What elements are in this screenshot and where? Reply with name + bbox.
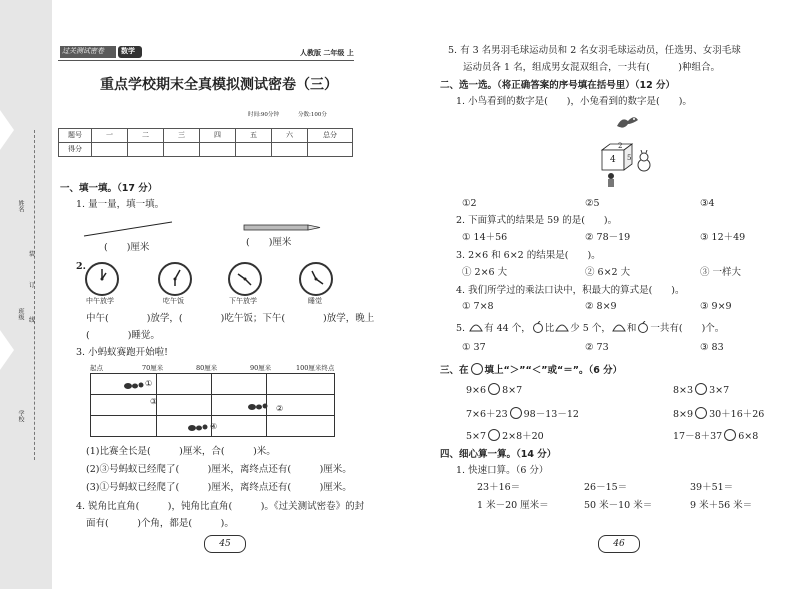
compare-left: 17－8＋37 — [673, 431, 723, 442]
s2-question3[interactable]: 3. 2×6 和 6×2 的结果是( )。 — [456, 250, 601, 261]
header-rule — [58, 60, 354, 61]
bird-icon — [614, 112, 640, 134]
compare-row — [673, 383, 729, 396]
score-entry[interactable] — [91, 142, 128, 157]
q1-blank-1[interactable]: ( )厘米 — [104, 242, 150, 253]
q3-part-2[interactable]: (2)③号蚂蚁已经爬了( )厘米，离终点还有( )厘米。 — [86, 464, 352, 475]
binding-arrow-top — [0, 110, 14, 150]
compare-right: 30＋16＋26 — [709, 409, 765, 420]
ant-icon — [186, 420, 208, 434]
bag-icon — [554, 321, 570, 333]
compare-circle[interactable] — [510, 407, 522, 419]
clock-label: 中午放学 — [86, 297, 114, 305]
q5-text: 比 — [544, 323, 555, 334]
compare-right: 6×8 — [738, 431, 759, 442]
time-meta: 时间:90分钟 — [248, 112, 279, 118]
s2-q2-option[interactable]: ③ 12＋49 — [700, 232, 746, 243]
race-mark: 90厘米 — [250, 364, 272, 372]
score-entry[interactable] — [307, 142, 353, 157]
compare-circle[interactable] — [724, 429, 736, 441]
calc-item[interactable]: 50 米－10 米＝ — [584, 500, 653, 511]
q4-line-1[interactable]: 4. 锐角比直角( )，钝角比直角( )。《过关测试密卷》的封 — [76, 501, 365, 512]
cube-number: 5 — [627, 154, 632, 162]
score-entry[interactable] — [235, 142, 272, 157]
s2-q4-option[interactable]: ③ 9×9 — [700, 301, 732, 312]
section3-heading — [440, 362, 622, 376]
binding-arrow-bottom — [0, 330, 14, 370]
race-mark: 80厘米 — [196, 364, 218, 372]
q5-text: 和 — [626, 323, 637, 334]
score-table-cell: 题号 — [58, 128, 92, 143]
s2-q2-option[interactable]: ① 14＋56 — [462, 232, 508, 243]
score-table-cell: 三 — [163, 128, 200, 143]
s2-q1-option[interactable]: ①2 — [462, 198, 477, 209]
ant-label: ③ — [150, 397, 158, 406]
section3-heading-b: 填上“＞”“＜”或“＝”。（6 分） — [484, 365, 623, 376]
q5-number: 5. — [456, 323, 466, 334]
compare-row — [466, 406, 579, 420]
s1-question2-num: 2. — [76, 261, 86, 272]
compare-row — [673, 406, 764, 420]
score-table-cell: 二 — [127, 128, 164, 143]
compare-circle[interactable] — [695, 407, 707, 419]
ant-label: ① — [145, 379, 153, 388]
s2-q4-option[interactable]: ② 8×9 — [585, 301, 617, 312]
s2-q2-option[interactable]: ② 78－19 — [585, 232, 631, 243]
bag-icon — [611, 321, 627, 333]
s2-q3-option[interactable]: ② 6×2 大 — [585, 267, 631, 278]
seal-char-1: 装 — [29, 251, 36, 258]
cube-number: 4 — [610, 155, 616, 165]
subject-badge-text: 数学 — [121, 47, 135, 55]
q5-text: 少 5 个， — [570, 323, 611, 334]
bag-icon — [468, 321, 484, 333]
compare-circle[interactable] — [488, 429, 500, 441]
compare-circle[interactable] — [695, 383, 707, 395]
score-entry[interactable] — [163, 142, 200, 157]
peach-icon — [636, 321, 650, 333]
score-table-cell: 一 — [91, 128, 128, 143]
score-table-cell: 总分 — [307, 128, 353, 143]
s1-question1: 1. 量一量，填一填。 — [76, 199, 165, 210]
binding-margin — [0, 0, 52, 589]
pencil-icon — [242, 222, 322, 234]
compare-right: 2×8＋20 — [502, 431, 544, 442]
q3-part-3[interactable]: (3)①号蚂蚁已经爬了( )厘米，离终点还有( )厘米。 — [86, 482, 352, 493]
rabbit-icon — [634, 150, 654, 172]
section1-heading: 一、填一填。（17 分） — [60, 183, 158, 194]
calc-item[interactable]: 26－15＝ — [584, 482, 628, 493]
school-label: 学校 — [17, 410, 24, 422]
compare-left: 5×7 — [466, 431, 487, 442]
s2-question4[interactable]: 4. 我们所学过的乘法口诀中，积最大的算式是( )。 — [456, 285, 685, 296]
s2-q5-option[interactable]: ② 73 — [585, 342, 609, 353]
clock-icon — [299, 262, 333, 296]
race-grid-line — [90, 394, 335, 395]
page-title: 重点学校期末全真模拟测试密卷（三） — [100, 77, 338, 93]
ant-label: ② — [276, 404, 284, 413]
compare-left: 7×6＋23 — [466, 409, 508, 420]
s4-question1: 1. 快速口算。（6 分） — [456, 465, 549, 476]
section2-heading: 二、选一选。（将正确答案的序号填在括号里）（12 分） — [440, 80, 676, 91]
class-label: 班级 — [17, 308, 24, 320]
s2-q3-option[interactable]: ① 2×6 大 — [462, 267, 508, 278]
compare-row — [673, 428, 758, 442]
compare-row — [466, 383, 522, 396]
brand-text: 过关测试密卷 — [62, 47, 104, 55]
compare-circle[interactable] — [488, 383, 500, 395]
seal-char-2: 订 — [29, 282, 36, 289]
calc-item[interactable]: 9 米＋56 米＝ — [690, 500, 753, 511]
s2-q5-option[interactable]: ③ 83 — [700, 342, 724, 353]
compare-right: 3×7 — [709, 385, 730, 396]
s1-question3: 3. 小蚂蚁赛跑开始啦! — [76, 347, 168, 358]
cube-number: 2 — [618, 142, 623, 150]
s2-q5-option[interactable]: ① 37 — [462, 342, 486, 353]
q5-text: 一共有( )个。 — [650, 323, 725, 334]
ant-icon — [122, 378, 144, 392]
race-grid-line — [90, 415, 335, 416]
race-mark: 起点 — [90, 364, 103, 372]
clock-label: 吃午饭 — [163, 297, 184, 305]
clock-label: 睡觉 — [308, 297, 322, 305]
calc-item[interactable]: 39＋51＝ — [690, 482, 734, 493]
s2-q3-option[interactable]: ③ 一样大 — [700, 267, 742, 278]
binding-dashed-line — [34, 130, 35, 460]
clock-icon — [158, 262, 192, 296]
measure-segment — [80, 218, 180, 240]
calc-item[interactable]: 1 米－20 厘米＝ — [477, 500, 549, 511]
score-entry[interactable] — [199, 142, 236, 157]
peach-icon — [531, 321, 545, 333]
page-number-right: 46 — [598, 535, 640, 553]
circle-icon — [471, 363, 483, 375]
s2-q4-option[interactable]: ① 7×8 — [462, 301, 494, 312]
q1-blank-2[interactable]: ( )厘米 — [246, 237, 292, 248]
score-table-cell: 得分 — [58, 142, 92, 157]
race-mark: 70厘米 — [142, 364, 164, 372]
compare-row — [466, 428, 544, 442]
seal-char-3: 线 — [29, 317, 36, 324]
s2-q1-option[interactable]: ③4 — [700, 198, 715, 209]
child-icon — [604, 172, 618, 190]
q3-part-1[interactable]: (1)比赛全长是( )厘米，合( )米。 — [86, 446, 276, 457]
q2-answer-line-2[interactable]: ( )睡觉。 — [86, 330, 160, 341]
score-meta: 分数:100分 — [298, 112, 327, 118]
score-table-cell: 五 — [235, 128, 272, 143]
section4-heading: 四、细心算一算。（14 分） — [440, 449, 557, 460]
ant-icon — [246, 399, 268, 413]
s2-question5[interactable] — [456, 320, 724, 334]
name-label: 姓名 — [17, 200, 24, 212]
race-mark: 100厘米终点 — [296, 364, 335, 372]
s2-q1-option[interactable]: ②5 — [585, 198, 600, 209]
s2-question2[interactable]: 2. 下面算式的结果是 59 的是( )。 — [456, 215, 618, 226]
calc-item[interactable]: 23＋16＝ — [477, 482, 521, 493]
clock-label: 下午放学 — [229, 297, 257, 305]
compare-left: 9×6 — [466, 385, 487, 396]
compare-right: 98－13－12 — [523, 409, 579, 420]
score-table-cell: 四 — [199, 128, 236, 143]
score-table-cell: 六 — [271, 128, 308, 143]
page-number-left: 45 — [204, 535, 246, 553]
section3-heading-a: 三、在 — [440, 365, 469, 376]
q5-text: 有 44 个， — [484, 323, 531, 334]
ant-label: ④ — [210, 422, 218, 431]
edition-label: 人教版 二年级 上 — [300, 48, 354, 57]
clock-icon — [228, 262, 262, 296]
compare-left: 8×3 — [673, 385, 694, 396]
s2-question1[interactable]: 1. 小鸟看到的数字是( )，小兔看到的数字是( )。 — [456, 96, 692, 107]
q2-answer-line-1[interactable]: 中午( )放学，( )吃午饭；下午( )放学，晚上 — [86, 313, 375, 324]
compare-right: 8×7 — [502, 385, 523, 396]
q5-line-1: 5. 有 3 名男羽毛球运动员和 2 名女羽毛球运动员，任选男、女羽毛球 — [448, 45, 741, 56]
score-entry[interactable] — [271, 142, 308, 157]
score-entry[interactable] — [127, 142, 164, 157]
compare-left: 8×9 — [673, 409, 694, 420]
q5-line-2[interactable]: 运动员各 1 名，组成男女混双组合，一共有( )种组合。 — [463, 62, 720, 73]
q4-line-2[interactable]: 面有( )个角，都是( )。 — [86, 518, 234, 529]
clock-icon — [85, 262, 119, 296]
